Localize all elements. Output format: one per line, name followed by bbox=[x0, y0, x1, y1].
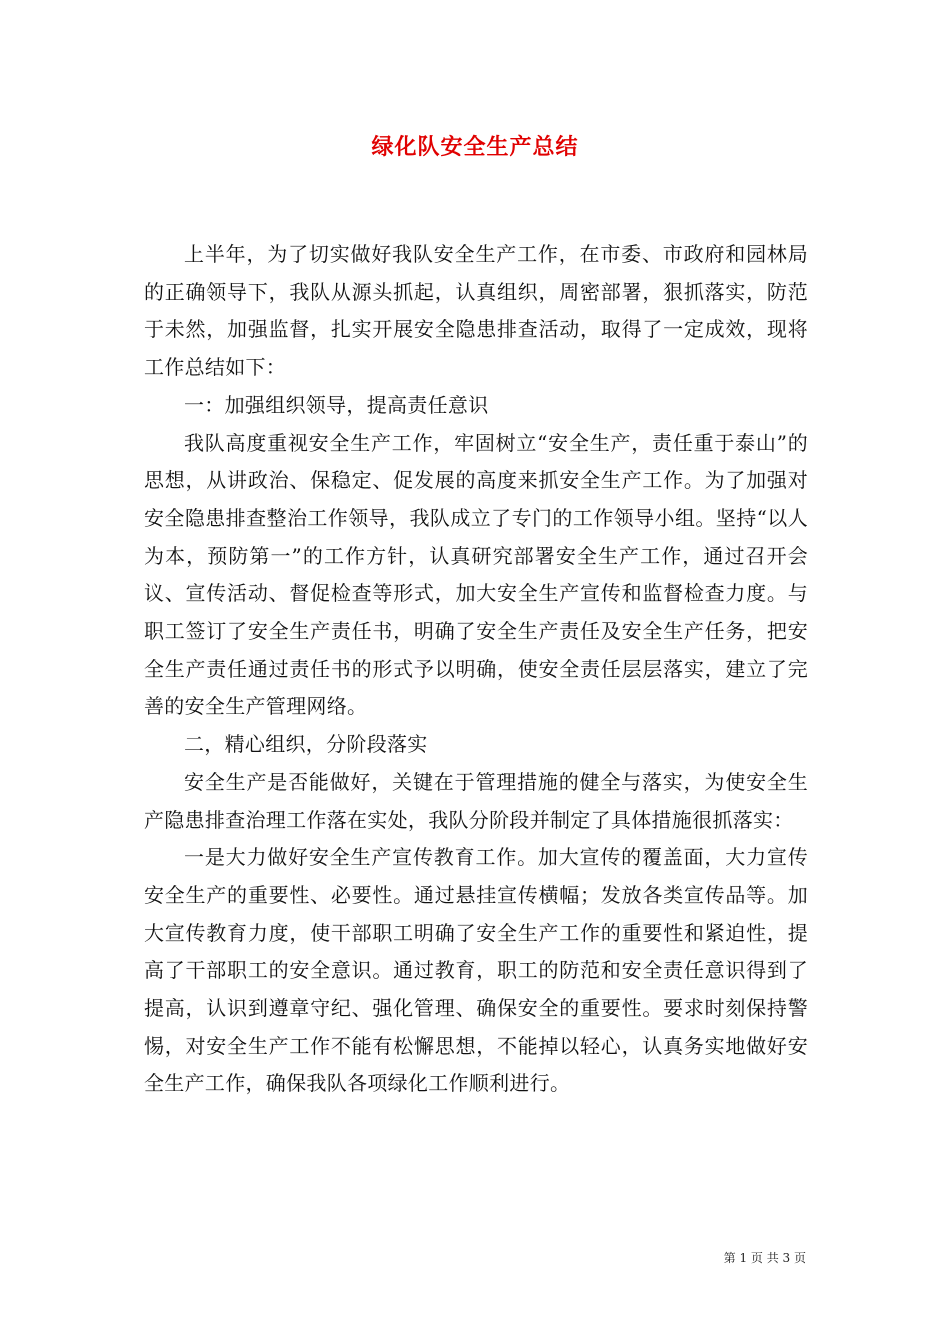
paragraph-intro: 上半年，为了切实做好我队安全生产工作，在市委、市政府和园林局的正确领导下，我队从源头抓起，认真组织，周密部署，狠抓落实，防范于未然，加强监督，扎实开展安全隐患排查活动，取得了一定成效，现将工作总结如下： bbox=[144, 242, 808, 380]
document-title: 绿化队安全生产总结 bbox=[371, 135, 579, 160]
paragraph-section-2-item-1: 一是大力做好安全生产宣传教育工作。加大宣传的覆盖面，大力宣传安全生产的重要性、必要性。通过悬挂宣传横幅；发放各类宣传品等。加大宣传教育力度，使干部职工明确了安全生产工作的重要性和紧迫性，提高了干部职工的安全意识。通过教育，职工的防范和安全责任意识得到了提高，认识到遵章守纪、强化管理、确保安全的重要性。要求时刻保持警惕，对安全生产工作不能有松懈思想，不能掉以轻心，认真务实地做好安全生产工作，确保我队各项绿化工作顺利进行。 bbox=[144, 845, 808, 1096]
section-heading-1: 一：加强组织领导，提高责任意识 bbox=[184, 392, 489, 417]
paragraph-section-2: 安全生产是否能做好，关键在于管理措施的健全与落实，为使安全生产隐患排查治理工作落在实处，我队分阶段并制定了具体措施很抓落实： bbox=[144, 769, 808, 832]
page-number: 第 1 页 共 3 页 bbox=[723, 1251, 806, 1265]
section-heading-2: 二，精心组织，分阶段落实 bbox=[184, 732, 428, 757]
paragraph-section-1: 我队高度重视安全生产工作，牢固树立“安全生产，责任重于泰山”的思想，从讲政治、保稳定、促发展的高度来抓安全生产工作。为了加强对安全隐患排查整治工作领导，我队成立了专门的工作领导小组。坚持“以人为本，预防第一”的工作方针，认真研究部署安全生产工作，通过召开会议、宣传活动、督促检查等形式，加大安全生产宣传和监督检查力度。与职工签订了安全生产责任书，明确了安全生产责任及安全生产任务，把安全生产责任通过责任书的形式予以明确，使安全责任层层落实，建立了完善的安全生产管理网络。 bbox=[144, 430, 808, 719]
document-body bbox=[144, 236, 808, 1103]
